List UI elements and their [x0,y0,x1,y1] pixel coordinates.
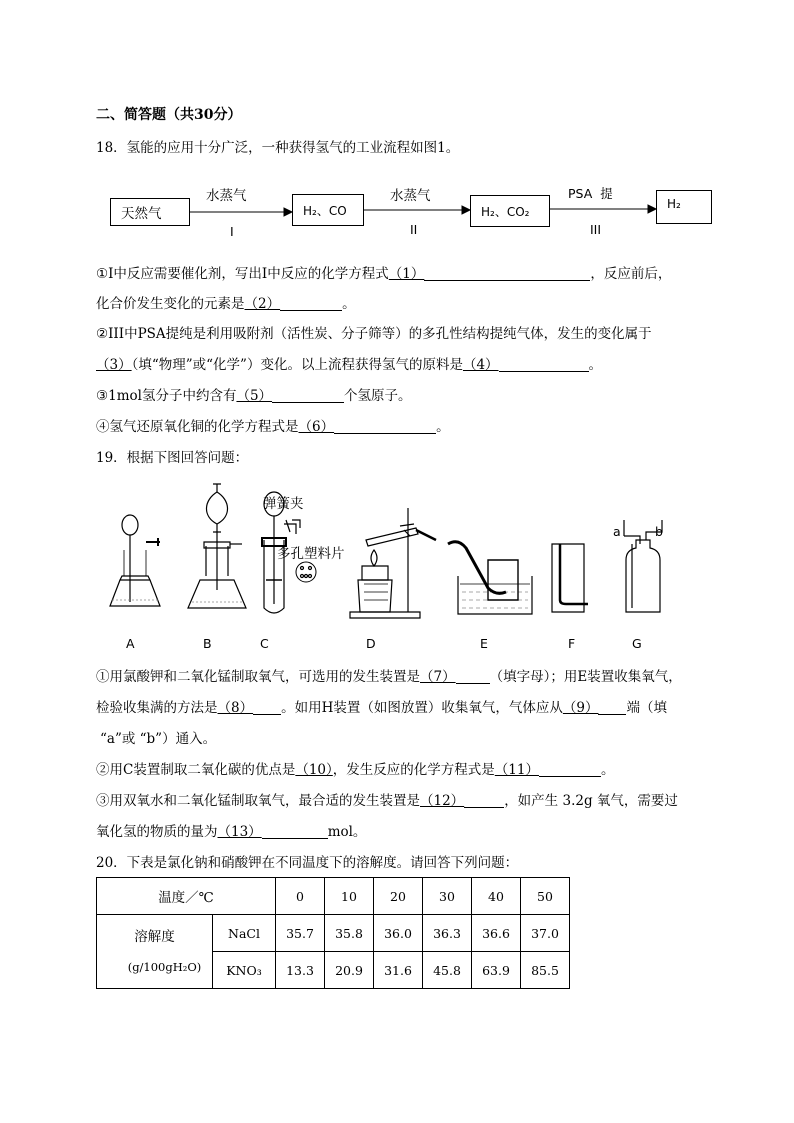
blank-3: （3） [96,357,132,373]
label-porous-plate: 多孔塑料片 [277,546,345,562]
table-cell: 36.0 [374,915,423,952]
q20-stem: 20．下表是氯化钠和硝酸钾在不同温度下的溶解度。请回答下列问题： [96,855,519,871]
flow-box-h2: H₂ [656,190,712,224]
table-row-label [97,915,213,989]
table-temp: 0 [276,878,325,915]
apparatus-f [552,544,588,612]
blank-6: （6） [298,419,335,435]
table-cell: 85.5 [521,952,570,989]
blank-4: （4） [462,357,499,373]
table-cell: 35.8 [325,915,374,952]
q19-part1-line2: 检验收集满的方法是（8） 。如用H装置（如图放置）收集氧气，气体应从（9） 端（填 [96,700,667,716]
blank-8: （8） [217,700,254,716]
table-cell: 36.3 [423,915,472,952]
blank-13: （13） [217,824,262,840]
blank-5: （5） [236,388,273,404]
flow-arrow3-top: PSA 提 [568,186,613,201]
q18-stem: 18．氢能的应用十分广泛，一种获得氢气的工业流程如图1。 [96,140,460,156]
apparatus-d [350,508,436,618]
table-cell: 31.6 [374,952,423,989]
q18-part2-line2: （3）（填“物理”或“化学”）变化。以上流程获得氢气的原料是（4） 。 [96,357,603,373]
letter-f: F [568,636,576,651]
table-temp: 50 [521,878,570,915]
flow-box-h2-co2: H₂、CO₂ [470,195,550,227]
apparatus-a [110,515,160,606]
row-label-unit: (g/100gH₂O) [127,959,202,974]
table-row [97,915,570,952]
q19-part2: ②用C装置制取二氧化碳的优点是（10），发生反应的化学方程式是（11） 。 [96,762,615,778]
letter-e: E [480,636,488,651]
label-tube-a: a [613,524,621,539]
blank-10: （10） [295,762,333,778]
blank-11: （11） [494,762,539,778]
letter-d: D [366,636,376,651]
q19-part1-line3: “a”或 “b”）通入。 [100,731,217,747]
table-cell: 35.7 [276,915,325,952]
label-spring-clip: 弹簧夹 [263,496,304,512]
table-substance: NaCl [213,915,276,952]
table-header-label: 温度／℃ [97,878,276,915]
letter-c: C [260,636,269,651]
blank-9: （9） [562,700,599,716]
letter-a: A [126,636,135,651]
q18-part1-line2: 化合价发生变化的元素是（2） 。 [96,296,356,312]
lab-apparatus-figure [100,480,720,630]
flow-arrow3-bottom: III [590,222,602,237]
table-temp: 30 [423,878,472,915]
flow-box-natural-gas: 天然气 [110,198,190,226]
blank-1: （1） [388,266,425,282]
apparatus-b [188,484,246,608]
letter-b: B [203,636,212,651]
table-cell: 13.3 [276,952,325,989]
table-cell: 37.0 [521,915,570,952]
table-substance: KNO₃ [213,952,276,989]
blank-2: （2） [244,296,281,312]
section-title: 二、简答题（共30分） [96,107,242,123]
q18-part1-line1: ①I中反应需要催化剂，写出I中反应的化学方程式（1） ，反应前后， [96,266,672,282]
table-cell: 45.8 [423,952,472,989]
table-cell: 63.9 [472,952,521,989]
row-label-solubility: 溶解度 [134,928,175,945]
solubility-table [96,877,570,989]
table-temp: 10 [325,878,374,915]
q19-part3-line2: 氧化氢的物质的量为（13） mol。 [96,824,367,840]
flow-box-h2-co: H₂、CO [292,194,364,226]
blank-7: （7） [420,669,456,685]
q19-stem: 19．根据下图回答问题： [96,450,249,466]
flow-arrows [0,0,794,260]
table-temp: 40 [472,878,521,915]
q18-part2-line1: ②III中PSA提纯是利用吸附剂（活性炭、分子筛等）的多孔性结构提纯气体，发生的变化属于 [96,326,652,342]
q18-part3: ③1mol氢分子中约含有（5） 个氢原子。 [96,388,412,404]
table-cell: 36.6 [472,915,521,952]
q18-part4: ④氢气还原氧化铜的化学方程式是（6） 。 [96,419,450,435]
label-tube-b: b [655,524,663,539]
flow-arrow1-top: 水蒸气 [206,188,247,204]
flow-arrow1-bottom: I [230,224,234,239]
table-header-row [97,878,570,915]
blank-12: （12） [420,793,465,809]
table-cell: 20.9 [325,952,374,989]
apparatus-e [448,542,532,614]
flow-arrow2-bottom: II [410,222,418,237]
q19-part1-line1: ①用氯酸钾和二氧化锰制取氧气，可选用的发生装置是（7） （填字母）；用E装置收集氧气， [96,669,682,685]
table-temp: 20 [374,878,423,915]
flow-arrow2-top: 水蒸气 [390,188,431,204]
letter-g: G [632,636,642,651]
q19-part3-line1: ③用双氧水和二氧化锰制取氧气，最合适的发生装置是（12） ，如产生 3.2g 氧气，需要过 [96,793,678,809]
